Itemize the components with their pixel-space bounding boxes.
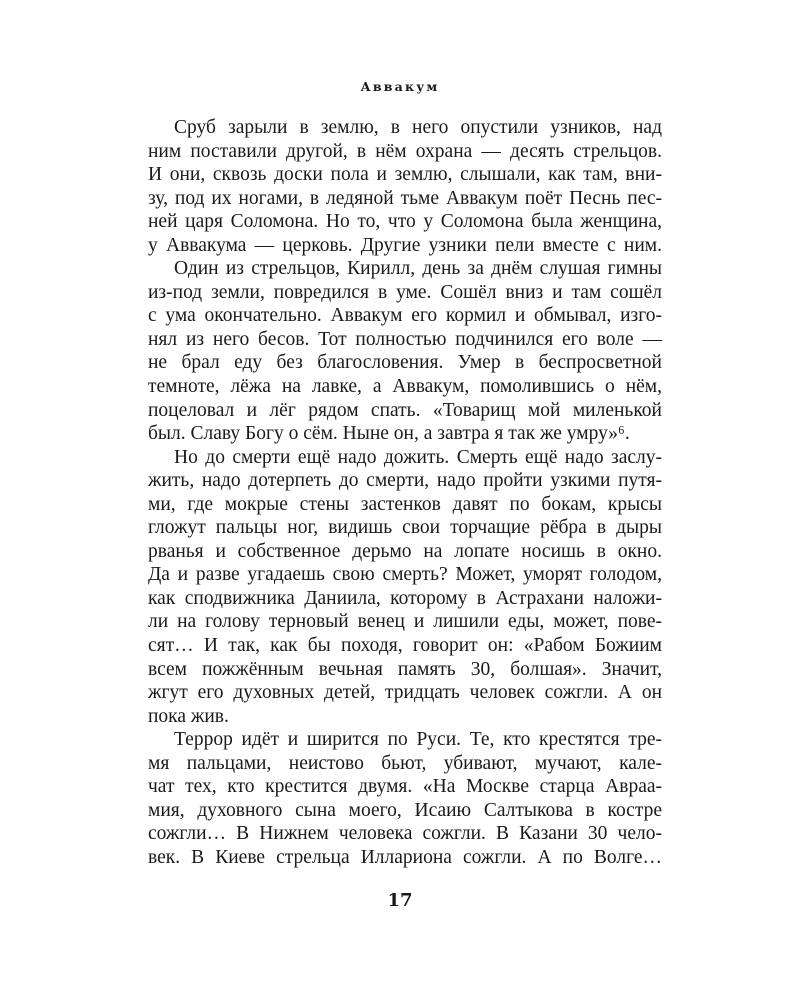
- paragraph: [148, 446, 662, 729]
- text-line: с ума окончательно. Аввакум его кормил и обмывал, изго-: [148, 305, 662, 327]
- text-line: И они, сквозь доски пола и землю, слышали, как там, вни-: [148, 164, 662, 186]
- text-line: Но до смерти ещё надо дожить. Смерть ещё надо заслу-: [174, 446, 662, 468]
- text-line: мия, духовного сына моего, Исаию Салтыкова в костре: [148, 799, 662, 821]
- body-text: [148, 116, 662, 870]
- text-line: не брал еду без благословения. Умер в беспросветной: [148, 352, 662, 374]
- text-line: поцеловал и лёг рядом спать. «Товарищ мой миленькой: [148, 399, 662, 421]
- text-line: у Аввакума — церковь. Другие узники пели вместе с ним.: [148, 234, 662, 256]
- text-line: темноте, лёжа на лавке, а Аввакум, помолившись о нём,: [148, 376, 662, 398]
- text-line: нял из него бесов. Тот полностью подчинился его воле —: [148, 328, 662, 350]
- text-line: рванья и собственное дерьмо на лопате носишь в окно.: [148, 540, 662, 562]
- text-line: жгут его духовных детей, тридцать человек сожгли. А он: [148, 682, 662, 704]
- text-line: Один из стрельцов, Кирилл, день за днём слушая гимны: [174, 258, 662, 280]
- text-line: пока жив.: [148, 705, 229, 727]
- text-line: Сруб зарыли в землю, в него опустили узников, над: [174, 117, 662, 138]
- page-number: 17: [387, 890, 413, 911]
- text-line: гложут пальцы ног, видишь свои торчащие рёбра в дыры: [148, 517, 662, 539]
- text-line: век. В Киеве стрельца Иллариона сожгли. А по Волге…: [148, 846, 662, 868]
- text-line: зу, под их ногами, в ледяной тьме Аввакум поёт Песнь пес-: [148, 187, 662, 209]
- text-line: ли на голову терновый венец и лишили еды, может, пове-: [148, 611, 662, 633]
- text-line: ним поставили другой, в нём охрана — десять стрельцов.: [148, 140, 662, 162]
- text-line: жить, надо дотерпеть до смерти, надо пройти узкими путя-: [148, 470, 662, 492]
- paragraph: [148, 728, 662, 869]
- paragraph: [148, 257, 662, 445]
- running-head: Аввакум: [360, 79, 440, 94]
- text-line: сожгли… В Нижнем человека сожгли. В Казани 30 чело-: [148, 823, 662, 845]
- text-line: чат тех, кто крестится двумя. «На Москве старца Авраа-: [148, 776, 662, 798]
- text-line: сят… И так, как бы походя, говорит он: «Рабом Божиим: [148, 635, 662, 657]
- paragraph: [148, 116, 662, 257]
- text-line: ми, где мокрые стены застенков давят по бокам, крысы: [148, 493, 662, 515]
- text-line: был. Славу Богу о сём. Ныне он, а завтра я так же умру»⁶.: [148, 423, 630, 445]
- text-line: из-под земли, повредился в уме. Сошёл вниз и там сошёл: [148, 281, 662, 303]
- text-line: всем пожжённым вечьная память 30, болшая». Значит,: [148, 658, 662, 680]
- text-line: Террор идёт и ширится по Руси. Те, кто крестятся тре-: [174, 729, 662, 751]
- text-line: ней царя Соломона. Но то, что у Соломона была женщина,: [148, 211, 662, 233]
- text-line: Да и разве угадаешь свою смерть? Может, уморят голодом,: [148, 564, 662, 586]
- text-line: как сподвижника Даниила, которому в Астрахани наложи-: [148, 587, 662, 609]
- text-line: мя пальцами, неистово бьют, убивают, мучают, кале-: [148, 752, 662, 774]
